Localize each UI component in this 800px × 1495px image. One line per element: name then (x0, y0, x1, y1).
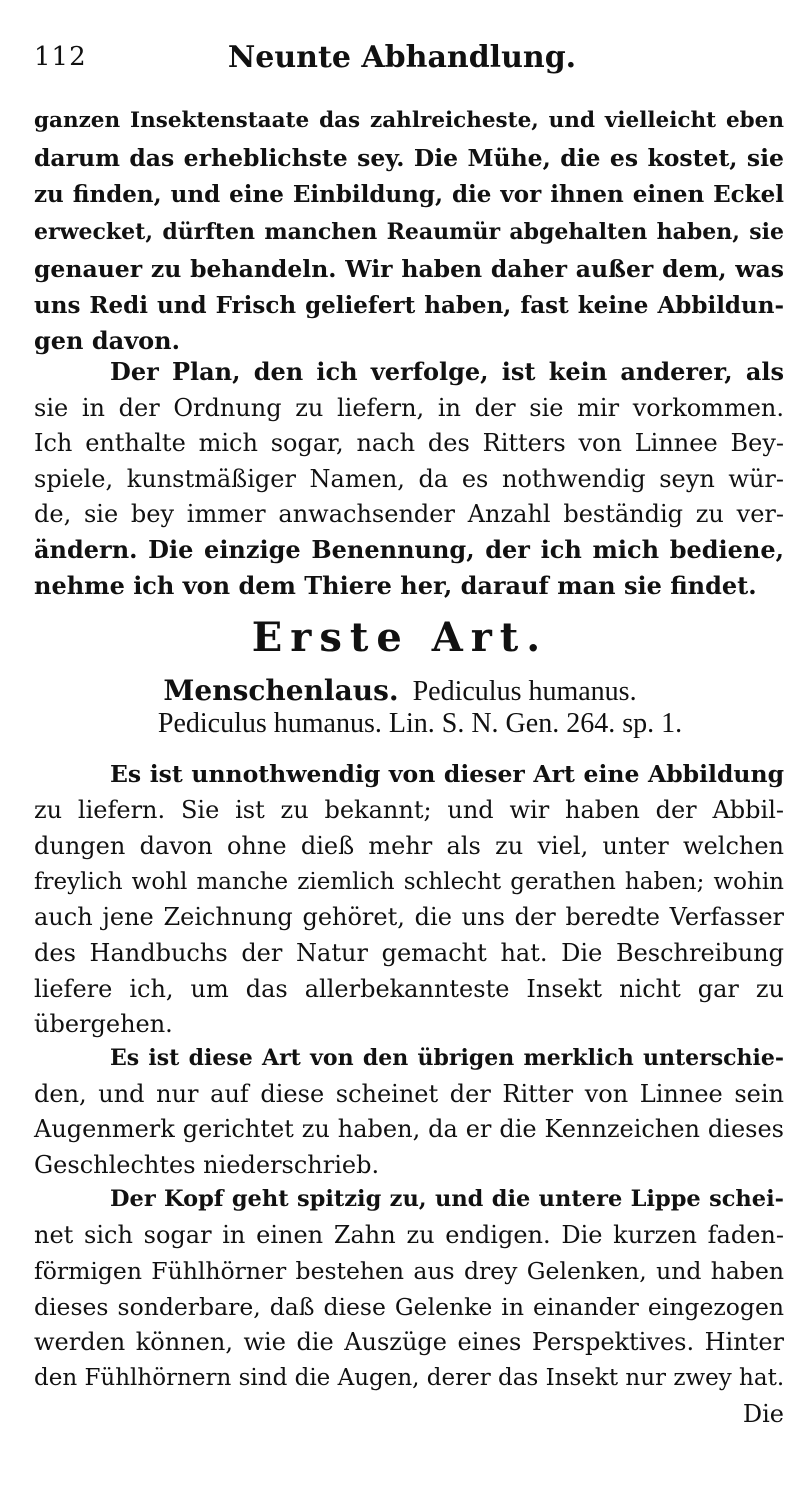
text-line: Augenmerk gerichtet zu haben, da er die Kennzeichen dieses (34, 1115, 784, 1143)
text-line: den, und nur auf diese scheinet der Ritter von Linnee sein (34, 1080, 784, 1108)
species-german-name: Menschenlaus. (163, 674, 399, 707)
species-heading (0, 674, 800, 708)
text-line: auch jene Zeichnung gehöret, die uns der beredte Verfasser (34, 903, 784, 931)
text-line: gen davon. (34, 326, 180, 355)
text-line: spiele, kunstmäßiger Namen, da es nothwendig seyn wür- (34, 465, 784, 493)
text-line: erwecket, dürften manchen Reaumür abgehalten haben, sie (34, 219, 784, 245)
page-header (34, 40, 770, 80)
text-line: liefere ich, um das allerbekannteste Insekt nicht gar zu (34, 975, 784, 1003)
text-line: sie in der Ordnung zu liefern, in der sie mir vorkommen. (34, 394, 784, 422)
text-line: förmigen Fühlhörner bestehen aus drey Gelenken, und haben (34, 1257, 784, 1285)
text-line: dieses sonderbare, daß diese Gelenke in einander eingezogen (34, 1293, 784, 1321)
running-head: Neunte Abhandlung. (227, 40, 577, 75)
text-line: Ich enthalte mich sogar, nach des Ritters von Linnee Bey- (34, 429, 784, 457)
text-line: ändern. Die einzige Benennung, der ich mich bediene, (34, 535, 784, 564)
text-line: Der Kopf geht spitzig zu, und die untere Lippe schei- (110, 1186, 784, 1212)
catchword: Die (742, 1400, 784, 1428)
text-line: werden können, wie die Auszüge eines Perspektives. Hinter (34, 1328, 784, 1356)
text-line: ganzen Insektenstaate das zahlreicheste, und vielleicht eben (34, 108, 784, 133)
text-line: zu finden, und eine Einbildung, die vor ihnen einen Eckel (34, 181, 784, 208)
text-line: de, sie bey immer anwachsender Anzahl beständig zu ver- (34, 500, 784, 528)
text-line: zu liefern. Sie ist zu bekannt; und wir haben der Abbil- (34, 796, 784, 824)
text-line: nehme ich von dem Thiere her, darauf man sie findet. (34, 571, 757, 600)
text-line: Es ist unnothwendig von dieser Art eine Abbildung (110, 760, 784, 788)
text-line: Geschlechtes niederschrieb. (34, 1151, 380, 1179)
species-latin-name: Pediculus humanus. (412, 676, 637, 707)
text-line: uns Redi und Frisch geliefert haben, fast keine Abbildun- (34, 292, 784, 319)
text-line: dungen davon ohne dieß mehr als zu viel, unter welchen (34, 832, 784, 860)
species-citation: Pediculus humanus. Lin. S. N. Gen. 264. sp. 1. (157, 708, 683, 739)
text-line: des Handbuchs der Natur gemacht hat. Die Beschreibung (34, 939, 784, 967)
text-line: Der Plan, den ich verfolge, ist kein anderer, als (110, 357, 784, 386)
text-line: freylich wohl manche ziemlich schlecht gerathen haben; wohin (34, 869, 784, 895)
section-title: Erste Art. (251, 614, 549, 661)
text-line: den Fühlhörnern sind die Augen, derer das Insekt nur zwey hat. (34, 1365, 785, 1391)
text-line: übergehen. (34, 1010, 173, 1038)
text-line: Es ist diese Art von den übrigen merklich unterschie- (110, 1045, 784, 1071)
text-line: darum das erheblichste sey. Die Mühe, die es kostet, sie (34, 144, 784, 172)
text-line: net sich sogar in einen Zahn zu endigen. Die kurzen faden- (34, 1221, 784, 1249)
text-line: genauer zu behandeln. Wir haben daher außer dem, was (34, 255, 784, 283)
page-number: 112 (34, 42, 87, 72)
